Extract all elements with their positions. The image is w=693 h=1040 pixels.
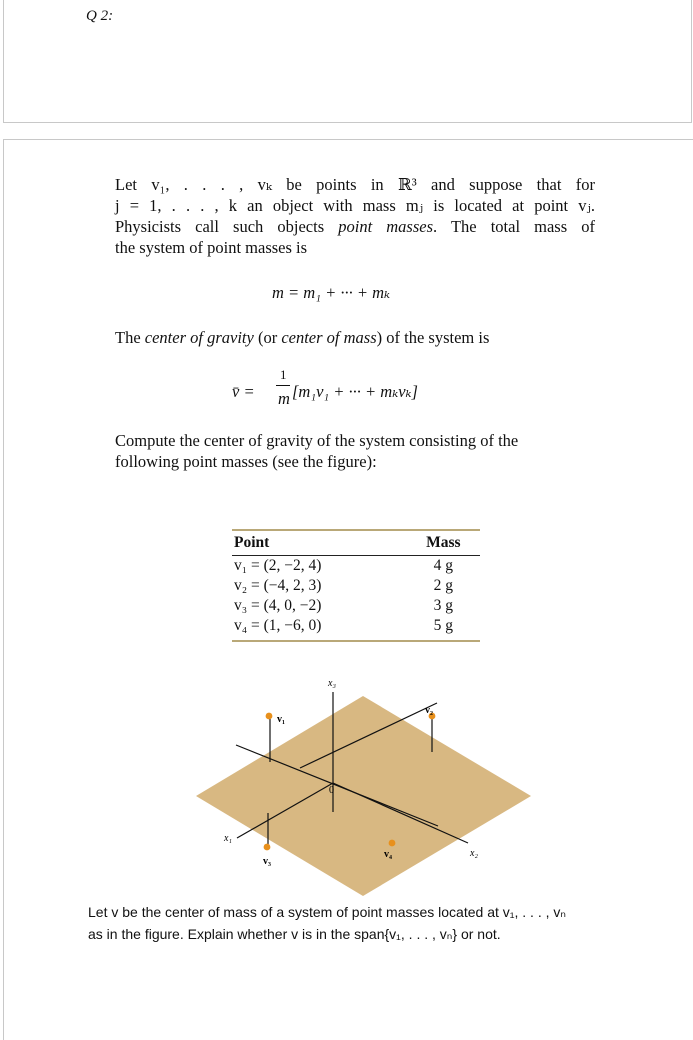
intro-line-4: the system of point masses is [115,238,308,257]
center-sentence-c: ) of the system is [376,328,490,347]
fraction-denominator: m [278,389,290,408]
point-cell: v₃ = (4, 0, −2) [234,597,322,614]
mass-cell: 4 g [433,557,453,574]
compute-line-1: Compute the center of gravity of the system consisting of the [115,431,519,450]
question-text [88,901,648,945]
v4-label: v₄ [384,849,392,860]
x1-label: x₁ [224,833,232,844]
question-label: Q 2: [86,8,114,24]
point-masses-term: point masses [338,217,434,236]
intro-line-3-b: . The total mass of [433,217,595,236]
v2-label: v₂ [425,705,433,716]
x3-label: x₃ [328,678,336,689]
v3-label: v₃ [263,856,271,867]
center-of-mass-term: center of mass [281,328,377,347]
mass-column-header: Mass [407,530,480,556]
fraction-numerator: 1 [280,367,287,382]
intro-line-3-a: Physicists call such objects [115,217,339,236]
compute-line-2: following point masses (see the figure): [115,452,377,471]
center-sentence-b: (or [253,328,282,347]
point-column-header: Point [232,530,407,556]
v4-point [389,840,396,847]
center-equation-lhs: v̄ = [232,382,255,401]
mass-cell: 2 g [433,577,453,594]
v1-point [266,713,273,720]
v3-point [264,844,271,851]
origin-label: 0 [329,785,334,796]
mass-cell: 3 g [433,597,453,614]
center-equation-rhs: [m₁v₁ + ··· + mₖvₖ] [292,382,418,401]
total-mass-equation: m = m₁ + ··· + mₖ [272,283,391,302]
x2-label: x₂ [470,848,478,859]
question-line-2: as in the figure. Explain whether v is in the span{v₁, . . . , vₙ} or not. [88,926,501,942]
center-of-gravity-term: center of gravity [144,328,254,347]
intro-line-2: j = 1, . . . , k an object with mass mⱼ is located at point vⱼ. [115,196,595,215]
question-line-1: Let v be the center of mass of a system of point masses located at v₁, . . . , vₙ [88,904,566,920]
point-cell: v₂ = (−4, 2, 3) [234,577,322,594]
intro-line-1: Let v₁, . . . , vₖ be points in ℝ³ and suppose that for [115,175,595,194]
v1-label: v₁ [277,714,285,725]
point-cell: v₁ = (2, −2, 4) [234,557,322,574]
point-cell: v₄ = (1, −6, 0) [234,617,322,634]
center-sentence-a: The [115,328,145,347]
mass-cell: 5 g [433,617,453,634]
